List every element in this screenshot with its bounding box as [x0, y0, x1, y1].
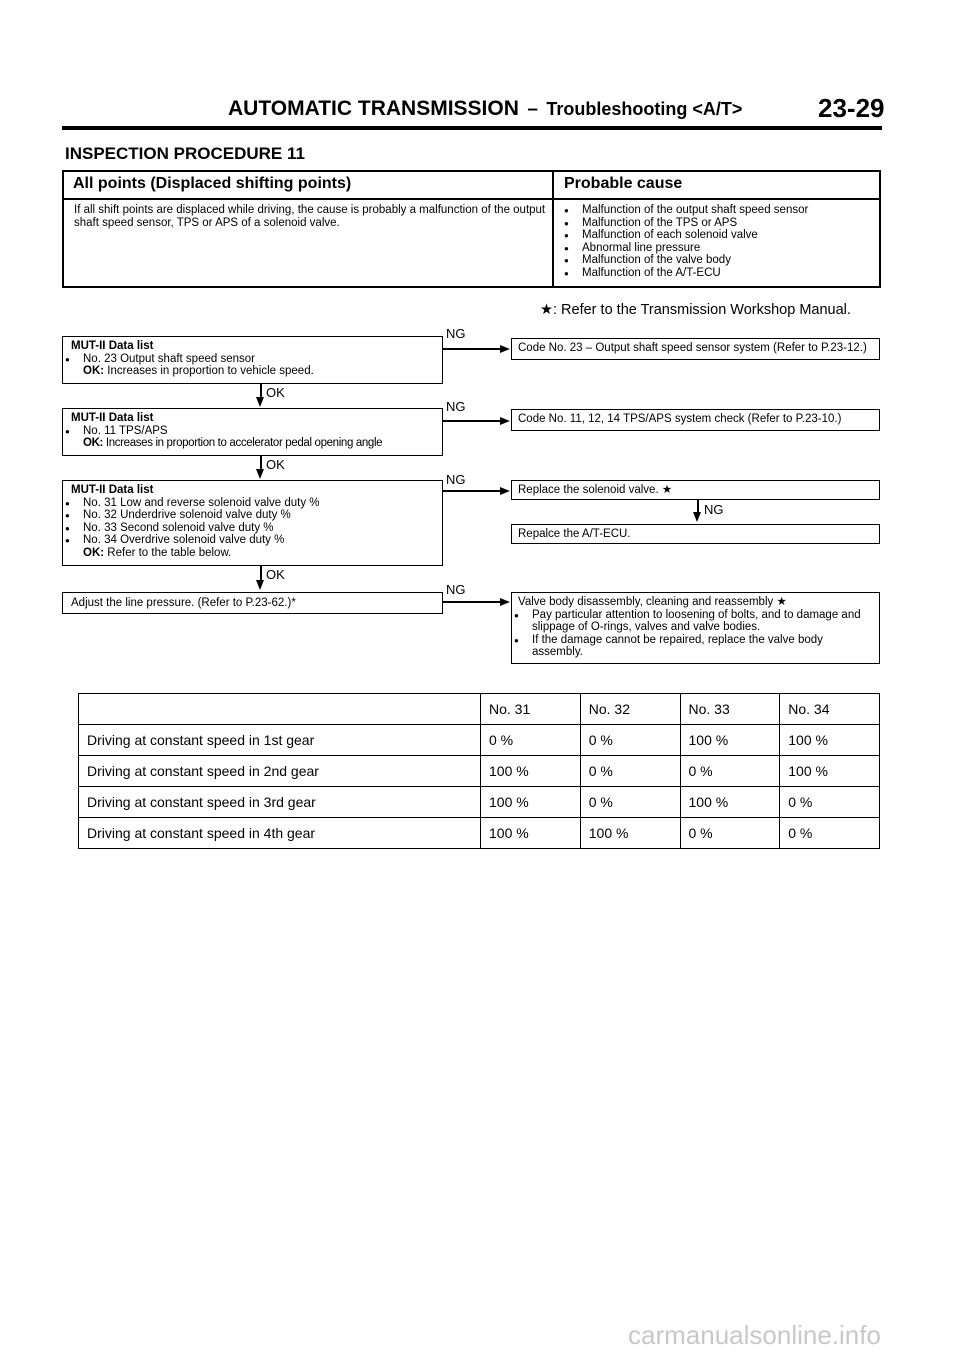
table-cell: 100 %	[680, 725, 780, 756]
table-cell: 100 %	[780, 725, 880, 756]
step3-item: ● No. 32 Underdrive solenoid valve duty %	[63, 509, 434, 522]
step2-ok: OK: Increases in proportion to accelerator pedal opening angle	[83, 437, 383, 450]
arrow-right-icon	[500, 598, 510, 606]
summary-left-header: All points (Displaced shifting points)	[73, 175, 352, 192]
ng-label: NG	[446, 582, 466, 597]
summary-description: If all shift points are displaced while driving, the cause is probably a malfunction of the output shaft speed sensor, TPS or APS of a solenoid valve.	[74, 204, 546, 229]
header-title-dash: –	[527, 99, 538, 120]
arrow-down-icon	[256, 469, 264, 479]
ng-label: NG	[446, 472, 466, 487]
table-cell: 0 %	[580, 787, 680, 818]
cause-item: ● Malfunction of the output shaft speed sensor	[562, 204, 872, 217]
table-header-row	[79, 694, 880, 725]
watermark: carmanualsonline.info	[628, 1320, 881, 1350]
table-header-cell: No. 31	[481, 694, 581, 725]
table-cell: Driving at constant speed in 1st gear	[79, 725, 481, 756]
table-cell: 100 %	[780, 756, 880, 787]
header-title-main: AUTOMATIC TRANSMISSION	[228, 97, 519, 120]
connector	[443, 490, 501, 492]
step2-box	[62, 408, 443, 456]
cause-item: ● Malfunction of the A/T-ECU	[562, 267, 872, 280]
table-cell: 0 %	[580, 725, 680, 756]
table-cell: 0 %	[481, 725, 581, 756]
connector	[443, 420, 501, 422]
table-row	[79, 818, 880, 849]
table-header-cell: No. 34	[780, 694, 880, 725]
table-row	[79, 756, 880, 787]
duty-table	[78, 693, 880, 849]
refer-note: ★: Refer to the Transmission Workshop Manual.	[540, 302, 851, 318]
ng-label: NG	[446, 399, 466, 414]
summary-header-divider	[62, 198, 881, 200]
arrow-right-icon	[500, 345, 510, 353]
arrow-down-icon	[693, 512, 701, 522]
valve-body-title: Valve body disassembly, cleaning and reassembly ★	[518, 596, 787, 608]
table-cell: 0 %	[580, 756, 680, 787]
table-cell: 100 %	[580, 818, 680, 849]
step2-item: ● No. 11 TPS/APS	[63, 425, 434, 438]
table-cell: 100 %	[680, 787, 780, 818]
header-rule	[62, 126, 882, 130]
valve-body-item: ● Pay particular attention to loosening of bolts, and to damage and slippage of O-rings, valves and valve bodies.	[512, 609, 873, 634]
table-cell: 0 %	[680, 756, 780, 787]
cause-item: ● Abnormal line pressure	[562, 242, 872, 255]
connector	[443, 601, 501, 603]
cause-item: ● Malfunction of each solenoid valve	[562, 229, 872, 242]
ng-label: NG	[704, 502, 724, 517]
step3-title: MUT-II Data list	[71, 484, 154, 496]
table-cell: 100 %	[481, 756, 581, 787]
valve-body-item: ● If the damage cannot be repaired, replace the valve body assembly.	[512, 634, 873, 659]
arrow-right-icon	[500, 487, 510, 495]
table-header-cell: No. 33	[680, 694, 780, 725]
summary-column-divider	[552, 170, 554, 288]
table-cell: Driving at constant speed in 4th gear	[79, 818, 481, 849]
step1-ok: OK: Increases in proportion to vehicle speed.	[83, 365, 314, 378]
ok-label: OK	[266, 567, 285, 582]
table-cell: 100 %	[481, 818, 581, 849]
step1-item: ● No. 23 Output shaft speed sensor	[63, 353, 434, 366]
step2-title: MUT-II Data list	[71, 412, 154, 424]
table-cell: 0 %	[680, 818, 780, 849]
table-row	[79, 725, 880, 756]
step3-ng2-box: Repalce the A/T-ECU.	[511, 524, 880, 544]
arrow-right-icon	[500, 417, 510, 425]
step1-box	[62, 336, 443, 384]
ok-label: OK	[266, 385, 285, 400]
table-cell: Driving at constant speed in 2nd gear	[79, 756, 481, 787]
step4-box: Adjust the line pressure. (Refer to P.23-62.)*	[62, 592, 443, 614]
ng-label: NG	[446, 326, 466, 341]
table-cell: 0 %	[780, 818, 880, 849]
step3-ok: OK: Refer to the table below.	[83, 546, 232, 559]
summary-right-header: Probable cause	[564, 175, 683, 192]
procedure-title: INSPECTION PROCEDURE 11	[65, 144, 305, 163]
step2-ng-box: Code No. 11, 12, 14 TPS/APS system check (Refer to P.23-10.)	[511, 409, 880, 431]
step3-item: ● No. 31 Low and reverse solenoid valve duty %	[63, 497, 434, 510]
page-header	[228, 97, 888, 127]
cause-item: ● Malfunction of the TPS or APS	[562, 217, 872, 230]
table-header-cell	[79, 694, 481, 725]
ok-label: OK	[266, 457, 285, 472]
cause-list	[562, 204, 872, 280]
table-header-cell: No. 32	[580, 694, 680, 725]
header-title-sub: Troubleshooting <A/T>	[546, 99, 743, 119]
step1-title: MUT-II Data list	[71, 340, 154, 352]
step3-item: ● No. 33 Second solenoid valve duty %	[63, 522, 434, 535]
table-row	[79, 787, 880, 818]
step3-box	[62, 480, 443, 566]
arrow-down-icon	[256, 580, 264, 590]
connector	[443, 348, 501, 350]
table-cell: Driving at constant speed in 3rd gear	[79, 787, 481, 818]
table-cell: 100 %	[481, 787, 581, 818]
step3-item: ● No. 34 Overdrive solenoid valve duty %	[63, 534, 434, 547]
step3-ng-box: Replace the solenoid valve. ★	[511, 480, 880, 500]
page-number: 23-29	[818, 93, 885, 123]
step4-ng-box	[511, 592, 880, 664]
cause-item: ● Malfunction of the valve body	[562, 254, 872, 267]
arrow-down-icon	[256, 397, 264, 407]
step1-ng-box: Code No. 23 – Output shaft speed sensor system (Refer to P.23-12.)	[511, 338, 880, 360]
table-cell: 0 %	[780, 787, 880, 818]
